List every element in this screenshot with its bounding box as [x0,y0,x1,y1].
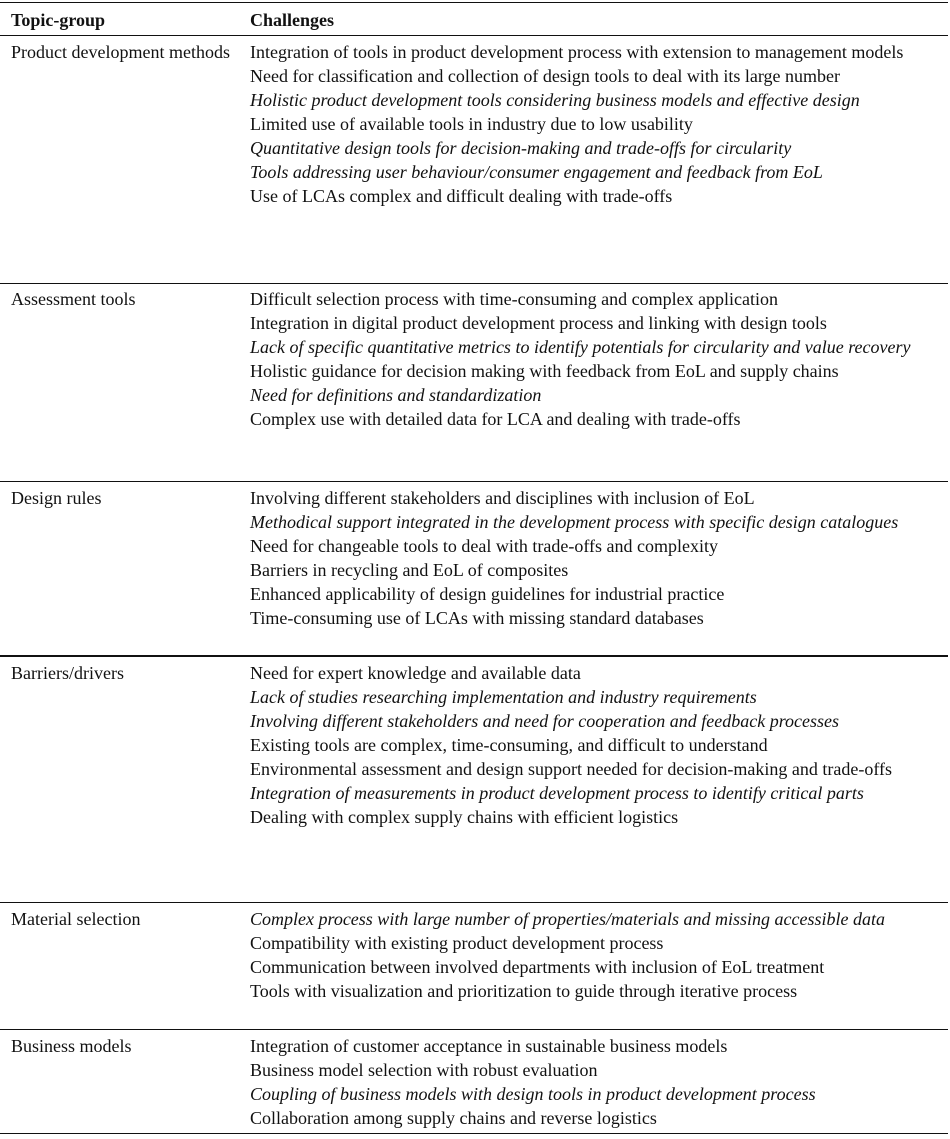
challenge-item: Collaboration among supply chains and reverse logistics [250,1108,657,1128]
challenge-item: Business model selection with robust evaluation [250,1060,598,1080]
challenge-item: Integration of tools in product development process with extension to management models [250,42,904,62]
challenge-item: Enhanced applicability of design guidelines for industrial practice [250,584,725,604]
header-topic-group: Topic-group [11,10,106,30]
topic-group-cell: Business models [11,1036,132,1056]
challenge-item: Difficult selection process with time-consuming and complex application [250,289,779,309]
challenge-item: Need for classification and collection of design tools to deal with its large number [250,66,841,86]
challenge-item: Communication between involved departments with inclusion of EoL treatment [250,957,825,977]
challenge-item: Methodical support integrated in the development process with specific design catalogues [250,512,899,532]
challenge-item: Complex process with large number of properties/materials and missing accessible data [250,909,885,929]
row-rule [0,283,948,284]
challenge-item: Integration of customer acceptance in sustainable business models [250,1036,728,1056]
challenge-list [250,661,940,829]
challenge-item: Lack of studies researching implementation and industry requirements [250,687,757,707]
challenge-item: Involving different stakeholders and need for cooperation and feedback processes [250,711,840,731]
challenge-item: Lack of specific quantitative metrics to identify potentials for circularity and value recovery [250,337,911,357]
topic-group-cell: Design rules [11,488,102,508]
topic-group-cell: Product development methods [11,42,230,62]
challenge-item: Involving different stakeholders and disciplines with inclusion of EoL [250,488,755,508]
challenge-list [250,486,940,630]
challenge-item: Holistic product development tools considering business models and effective design [250,90,860,110]
challenge-item: Time-consuming use of LCAs with missing standard databases [250,608,704,628]
challenge-item: Integration in digital product development process and linking with design tools [250,313,827,333]
challenge-item: Dealing with complex supply chains with efficient logistics [250,807,679,827]
challenge-item: Need for definitions and standardization [250,385,542,405]
challenge-item: Environmental assessment and design support needed for decision-making and trade-offs [250,759,892,779]
challenge-item: Existing tools are complex, time-consuming, and difficult to understand [250,735,768,755]
table-top-rule [0,2,948,3]
challenge-list [250,907,940,1003]
challenge-item: Quantitative design tools for decision-making and trade-offs for circularity [250,138,792,158]
header-challenges: Challenges [250,10,335,30]
challenge-item: Tools addressing user behaviour/consumer engagement and feedback from EoL [250,162,823,182]
challenge-item: Integration of measurements in product development process to identify critical parts [250,783,864,803]
challenge-item: Barriers in recycling and EoL of composites [250,560,569,580]
challenge-item: Use of LCAs complex and difficult dealing with trade-offs [250,186,673,206]
challenge-list [250,1034,940,1130]
challenge-item: Tools with visualization and prioritization to guide through iterative process [250,981,798,1001]
challenge-item: Need for expert knowledge and available data [250,663,581,683]
challenge-item: Complex use with detailed data for LCA and dealing with trade-offs [250,409,741,429]
topic-group-cell: Assessment tools [11,289,136,309]
table-header [0,6,948,34]
challenge-list [250,287,940,431]
topic-group-cell: Barriers/drivers [11,663,124,683]
row-rule [0,481,948,482]
challenge-list [250,40,940,208]
row-rule [0,1029,948,1030]
row-rule [0,655,948,657]
challenge-item: Coupling of business models with design tools in product development process [250,1084,816,1104]
table-bottom-rule [0,1133,948,1134]
challenge-item: Holistic guidance for decision making with feedback from EoL and supply chains [250,361,839,381]
topic-group-cell: Material selection [11,909,141,929]
header-rule [0,35,948,36]
challenge-item: Limited use of available tools in industry due to low usability [250,114,693,134]
row-rule [0,902,948,903]
challenge-item: Need for changeable tools to deal with trade-offs and complexity [250,536,719,556]
challenge-item: Compatibility with existing product development process [250,933,664,953]
